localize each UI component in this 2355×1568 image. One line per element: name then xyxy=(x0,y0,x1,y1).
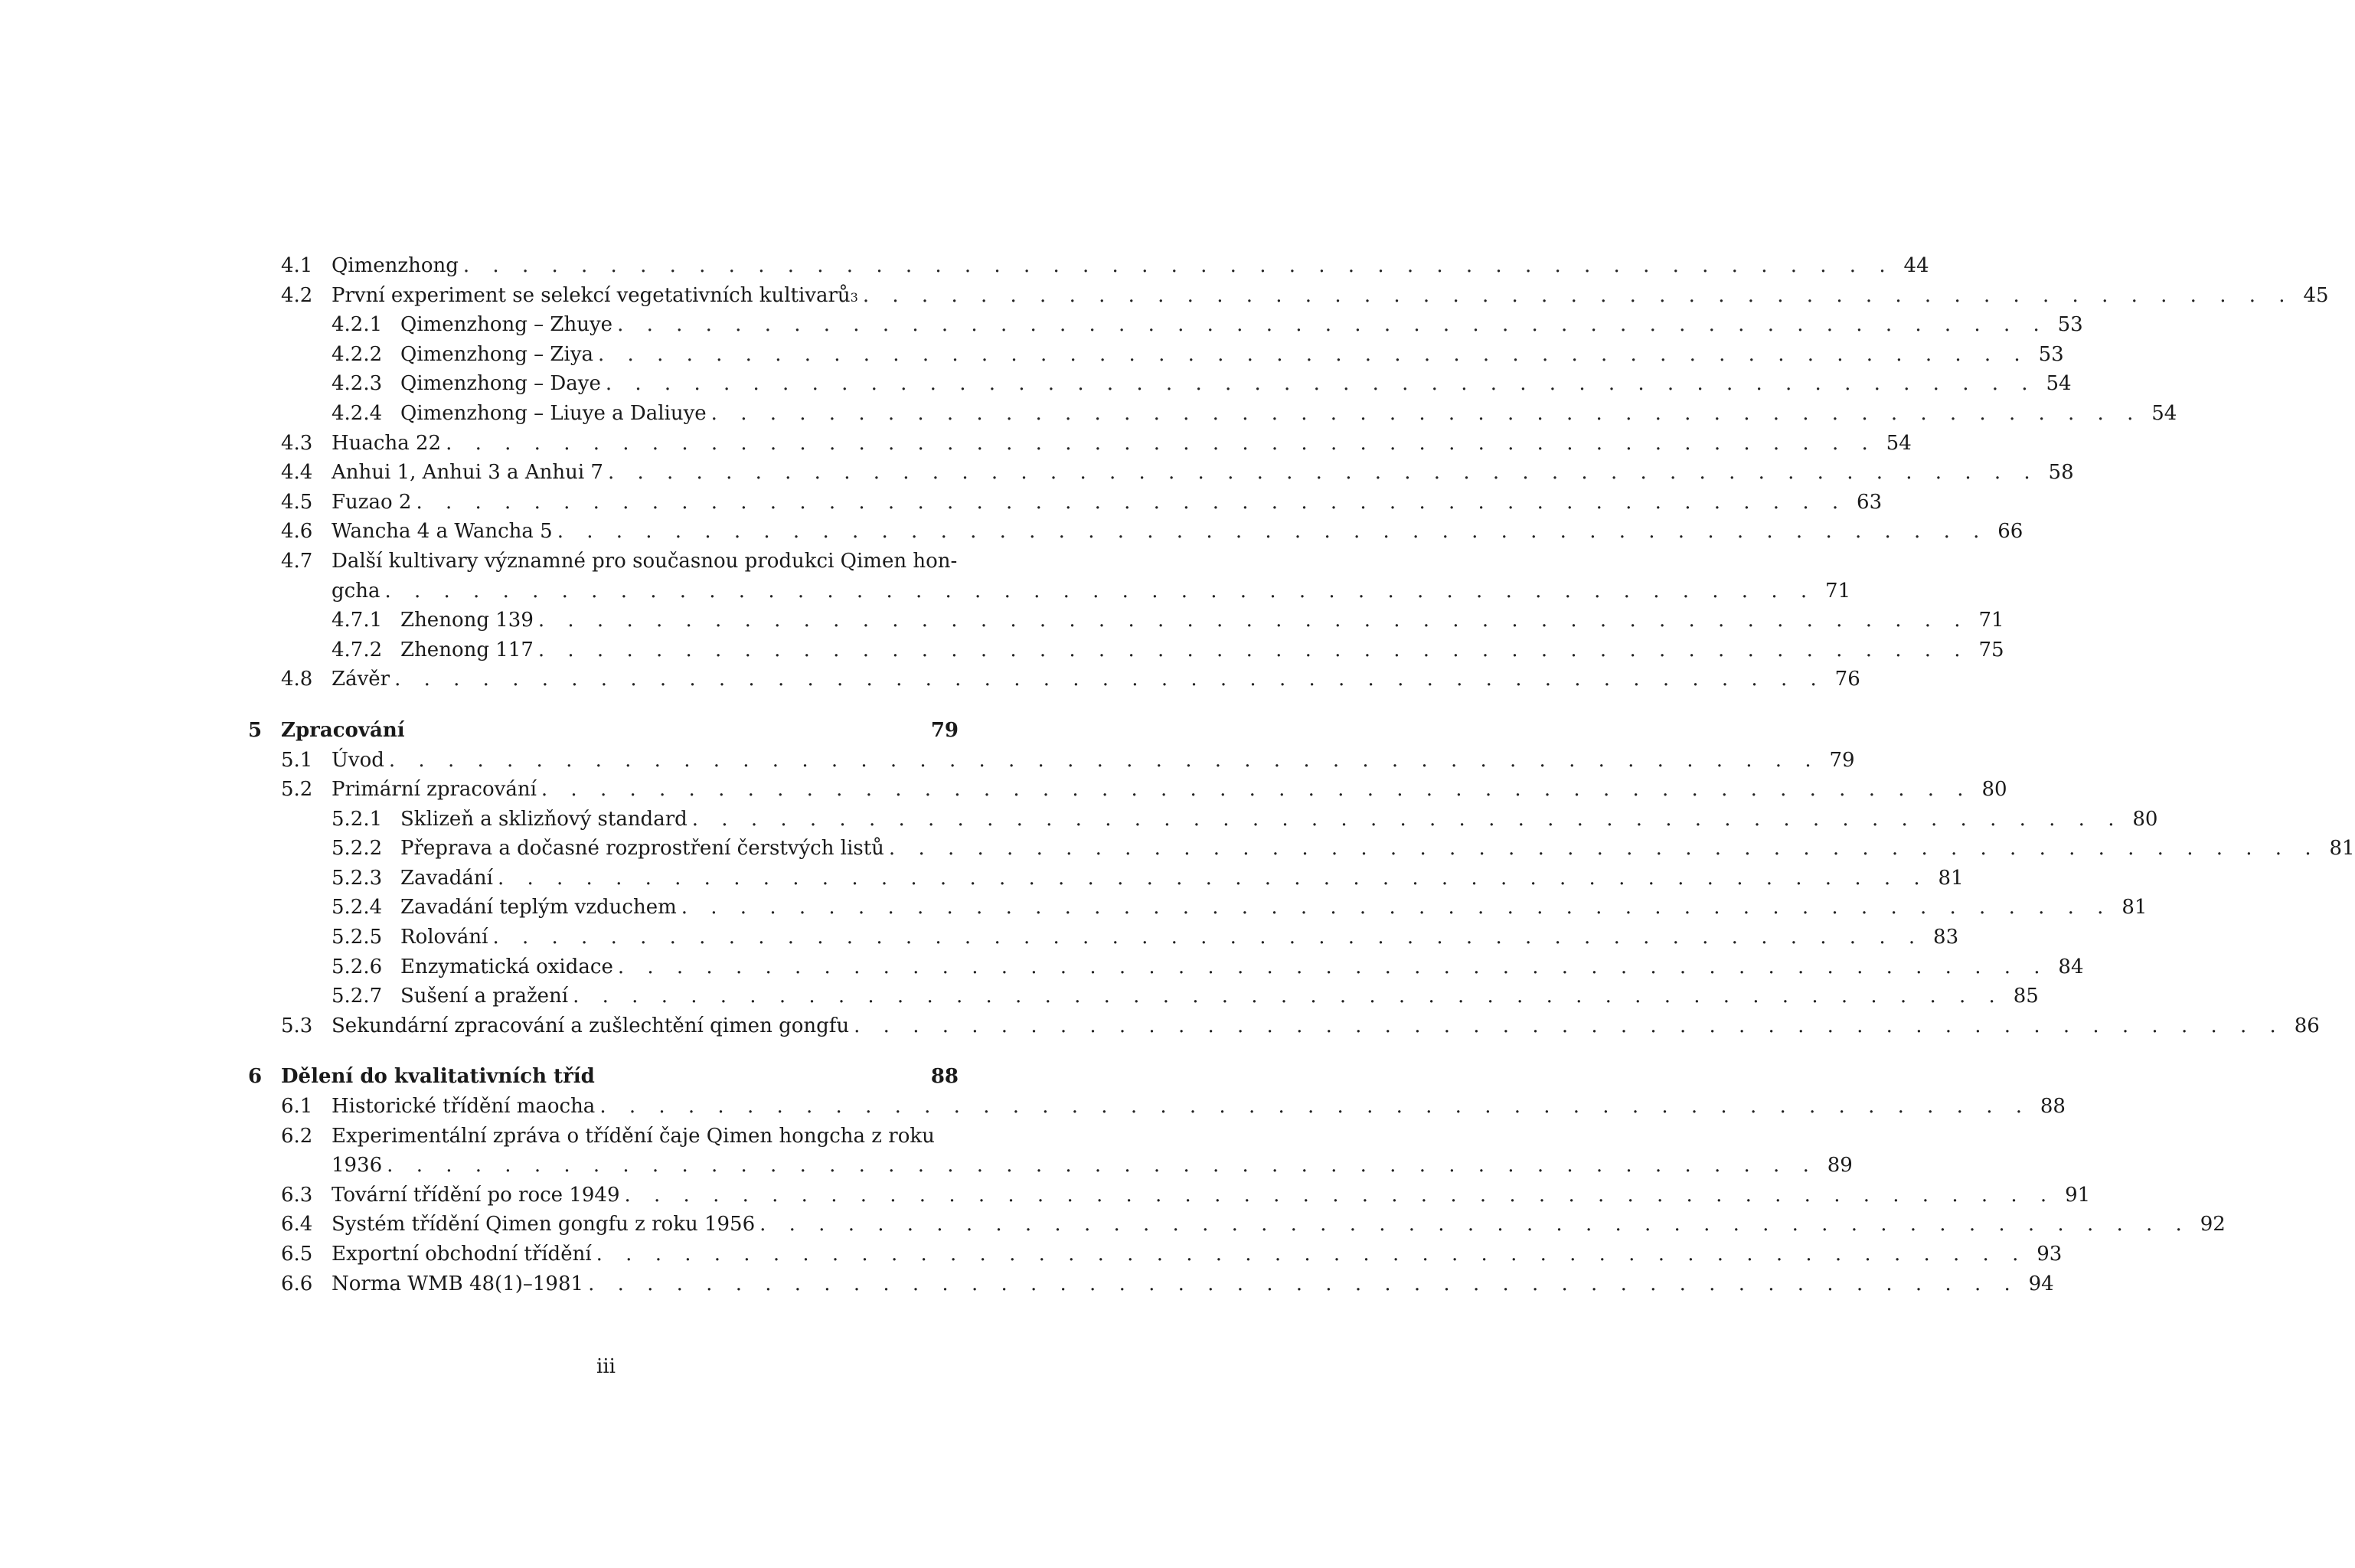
toc-entry-page: 45 xyxy=(2303,283,2329,307)
dot-leader: . . . . . . . . . . . . . . . . . . . . . . . . . . . . . . . . . . . . . . . . . . . . . . . . . xyxy=(598,342,2029,366)
dot-leader: . . . . . . . . . . . . . . . . . . . . . . . . . . . . . . . . . . . . . . . . . . . . . . . . . xyxy=(492,926,1924,949)
dot-leader: . . . . . . . . . . . . . . . . . . . . . . . . . . . . . . . . . . . . . . . . . . . . . . . . . xyxy=(691,807,2123,831)
toc-entry-title: Úvod xyxy=(332,748,384,772)
dot-leader: . . . . . . . . . . . . . . . . . . . . . . . . . . . . . . . . . . . . . . . . . . . . . . . . . xyxy=(388,748,1820,772)
toc-entry-number: 6.3 xyxy=(281,1183,313,1207)
dot-leader: . . . . . . . . . . . . . . . . . . . . . . . . . . . . . . . . . . . . . . . . . . . . . . . . . xyxy=(446,431,1876,455)
toc-entry-number: 4.3 xyxy=(281,431,313,455)
toc-entry[interactable] xyxy=(248,665,1860,694)
toc-entry[interactable] xyxy=(248,635,2004,665)
dot-leader: . . . . . . . . . . . . . . . . . . . . . . . . . . . . . . . . . . . . . . . . . . . . . . . . . xyxy=(573,985,2004,1008)
toc-entry[interactable] xyxy=(248,606,2004,635)
toc-entry[interactable] xyxy=(248,834,2355,864)
toc-entry-number: 4.6 xyxy=(281,520,313,544)
toc-entry-number: 5.2.6 xyxy=(332,955,383,978)
toc-entry-title: Qimenzhong xyxy=(332,254,459,277)
dot-leader: . . . . . . . . . . . . . . . . . . . . . . . . . . . . . . . . . . . . . . . . . . . . . . . . . xyxy=(624,1183,2056,1207)
toc-entry-page: 81 xyxy=(1938,866,1964,890)
toc-entry-number: 6.5 xyxy=(281,1243,313,1266)
toc-entry-page: 81 xyxy=(2121,896,2148,920)
toc-entry[interactable] xyxy=(248,1210,2226,1240)
toc-entry-title: Zhenong 117 xyxy=(400,638,534,662)
toc-entry-number: 5.1 xyxy=(281,748,313,772)
toc-entry[interactable] xyxy=(248,458,2074,488)
toc-entry-number: 4.2.2 xyxy=(332,342,383,366)
chapter-gap xyxy=(248,1040,959,1062)
toc-entry-number: 4.8 xyxy=(281,668,313,691)
table-of-contents xyxy=(248,251,2355,1298)
toc-entry-page: 79 xyxy=(1829,748,1855,772)
toc-entry-number: 4.2.3 xyxy=(332,372,383,396)
page-number: iii xyxy=(596,1355,616,1378)
toc-entry-page: 76 xyxy=(1834,668,1860,691)
toc-entry-page: 81 xyxy=(2329,837,2355,861)
toc-entry-page: 85 xyxy=(2013,985,2039,1008)
toc-entry[interactable] xyxy=(248,952,2084,982)
toc-entry-page: 54 xyxy=(2151,401,2177,425)
toc-entry-page: 88 xyxy=(930,1065,959,1089)
chapter-gap xyxy=(248,694,959,716)
toc-entry-title: Sekundární zpracování a zušlechtění qimen gongfu xyxy=(332,1014,850,1037)
toc-entry-title: Rolování xyxy=(400,926,488,949)
toc-entry-page: 53 xyxy=(2057,313,2083,337)
toc-entry-page: 71 xyxy=(1825,579,1851,603)
dot-leader: . . . . . . . . . . . . . . . . . . . . . . . . . . . . . . . . . . . . . . . . . . . . . . . . . xyxy=(596,1243,2027,1266)
toc-entry-number: 4.7.1 xyxy=(332,609,383,632)
toc-entry[interactable] xyxy=(248,982,2039,1011)
toc-entry[interactable] xyxy=(248,547,1851,606)
toc-entry-title: Qimenzhong – Daye xyxy=(400,372,601,396)
toc-entry[interactable] xyxy=(248,1092,2066,1122)
toc-entry-page: 63 xyxy=(1857,490,1883,514)
toc-entry-number: 5.2.4 xyxy=(332,896,383,920)
toc-entry[interactable] xyxy=(248,1011,2320,1041)
toc-entry-title: Přeprava a dočasné rozprostření čerstvých listů xyxy=(400,837,884,861)
dot-leader: . . . . . . . . . . . . . . . . . . . . . . . . . . . . . . . . . . . . . . . . . . . . . . . . . xyxy=(497,866,1929,890)
toc-entry[interactable] xyxy=(248,399,2177,429)
toc-entry-title: Zpracování xyxy=(281,718,405,742)
toc-entry-title: Wancha 4 a Wancha 5 xyxy=(332,520,553,544)
toc-entry[interactable]: 4.2 První experiment se selekcí vegetativních kultivarů 3 . . . . . . . . . . . . . . . . . . . . . . . . . . . . . . . . . . . . . . . . . . . . . . . . . 45 xyxy=(248,281,959,311)
toc-entry[interactable] xyxy=(248,429,1912,459)
toc-entry-page: 71 xyxy=(1978,609,2004,632)
toc-entry-number: 5.2.1 xyxy=(332,807,383,831)
toc-entry-page: 93 xyxy=(2037,1243,2063,1266)
dot-leader: . . . . . . . . . . . . . . . . . . . . . . . . . . . . . . . . . . . . . . . . . . . . . . . . . xyxy=(854,1014,2285,1037)
toc-entry[interactable] xyxy=(248,251,1929,281)
toc-entry[interactable] xyxy=(248,488,1883,518)
toc-entry-page: 94 xyxy=(2028,1272,2054,1295)
toc-entry-title: Zavadání teplým vzduchem xyxy=(400,896,677,920)
toc-entry-number: 5.2 xyxy=(281,778,313,802)
toc-entry-title: Dělení do kvalitativních tříd xyxy=(281,1065,595,1089)
toc-entry-title: Norma WMB 48(1)–1981 xyxy=(332,1272,584,1295)
toc-entry-title: Anhui 1, Anhui 3 a Anhui 7 xyxy=(332,461,603,485)
toc-entry-page: 92 xyxy=(2200,1213,2226,1236)
toc-entry[interactable] xyxy=(248,369,2072,399)
toc-entry[interactable] xyxy=(248,1240,2063,1269)
toc-entry-title: Systém třídění Qimen gongfu z roku 1956 xyxy=(332,1213,756,1236)
toc-entry[interactable] xyxy=(248,1181,2091,1210)
toc-entry-title: Huacha 22 xyxy=(332,431,442,455)
dot-leader: . . . . . . . . . . . . . . . . . . . . . . . . . . . . . . . . . . . . . . . . . . . . . . . . . xyxy=(599,1095,2030,1119)
toc-entry-number: 4.2.1 xyxy=(332,313,383,337)
toc-entry-number: 4.1 xyxy=(281,254,313,277)
toc-entry-page: 53 xyxy=(2038,342,2064,366)
dot-leader: . . . . . . . . . . . . . . . . . . . . . . . . . . . . . . . . . . . . . . . . . . . . . . . . . xyxy=(710,401,2142,425)
dot-leader: . . . . . . . . . . . . . . . . . . . . . . . . . . . . . . . . . . . . . . . . . . . . . . . . . xyxy=(537,609,1969,632)
toc-entry[interactable] xyxy=(248,864,1964,893)
toc-entry-number: 5.2.7 xyxy=(332,985,383,1008)
toc-entry-title: Qimenzhong – Ziya xyxy=(400,342,594,366)
toc-entry[interactable] xyxy=(248,746,1855,776)
toc-entry-page: 84 xyxy=(2058,955,2084,978)
toc-entry-title: Další kultivary významné pro současnou produkci Qimen hon- xyxy=(332,549,958,573)
toc-entry-number: 4.5 xyxy=(281,490,313,514)
toc-entry-page: 58 xyxy=(2048,461,2074,485)
toc-entry-page: 83 xyxy=(1933,926,1959,949)
dot-leader: . . . . . . . . . . . . . . . . . . . . . . . . . . . . . . . . . . . . . . . . . . . . . . . . . xyxy=(888,837,2320,861)
toc-entry[interactable] xyxy=(248,805,2158,835)
toc-entry-number: 6.4 xyxy=(281,1213,313,1236)
toc-entry-number: 6.6 xyxy=(281,1272,313,1295)
toc-entry-title: Zavadání xyxy=(400,866,493,890)
toc-entry[interactable] xyxy=(248,1122,1853,1181)
dot-leader: . . . . . . . . . . . . . . . . . . . . . . . . . . . . . . . . . . . . . . . . . . . . . . . . . xyxy=(605,372,2037,396)
toc-entry-number: 5.2.5 xyxy=(332,926,383,949)
toc-entry-number: 6 xyxy=(248,1065,263,1089)
toc-entry-page: 89 xyxy=(1827,1154,1853,1178)
toc-entry-title: Sušení a pražení xyxy=(400,985,569,1008)
dot-leader: . . . . . . . . . . . . . . . . . . . . . . . . . . . . . . . . . . . . . . . . . . . . . . . . . xyxy=(862,283,2294,307)
toc-entry-title-continuation: gcha xyxy=(332,579,381,603)
toc-entry[interactable] xyxy=(248,1269,2054,1299)
toc-entry-title: Enzymatická oxidace xyxy=(400,955,613,978)
dot-leader: . . . . . . . . . . . . . . . . . . . . . . . . . . . . . . . . . . . . . . . . . . . . . . . . . xyxy=(416,490,1847,514)
toc-entry-number: 6.2 xyxy=(281,1124,313,1148)
toc-entry-page: 80 xyxy=(2132,807,2158,831)
dot-leader: . . . . . . . . . . . . . . . . . . . . . . . . . . . . . . . . . . . . . . . . . . . . . . . . . xyxy=(681,896,2112,920)
toc-entry-number: 4.7 xyxy=(281,549,313,573)
toc-entry-number: 4.7.2 xyxy=(332,638,383,662)
toc-entry-page: 88 xyxy=(2040,1095,2066,1119)
toc-entry-title: Fuzao 2 xyxy=(332,490,412,514)
dot-leader: . . . . . . . . . . . . . . . . . . . . . . . . . . . . . . . . . . . . . . . . . . . . . . . . . xyxy=(759,1213,2190,1236)
toc-entry-title: Experimentální zpráva o třídění čaje Qimen hongcha z roku xyxy=(332,1124,935,1148)
toc-entry-number: 5 xyxy=(248,718,263,742)
toc-entry-page: 91 xyxy=(2065,1183,2091,1207)
toc-entry-page: 75 xyxy=(1978,638,2004,662)
dot-leader: . . . . . . . . . . . . . . . . . . . . . . . . . . . . . . . . . . . . . . . . . . . . . . . . . xyxy=(607,461,2039,485)
toc-entry[interactable] xyxy=(248,340,2064,370)
toc-entry-page: 66 xyxy=(1997,520,2023,544)
toc-entry-title: Zhenong 139 xyxy=(400,609,534,632)
toc-entry-number: 5.3 xyxy=(281,1014,313,1037)
dot-leader: . . . . . . . . . . . . . . . . . . . . . . . . . . . . . . . . . . . . . . . . . . . . . . . . . xyxy=(617,955,2049,978)
toc-entry-page: 80 xyxy=(1981,778,2007,802)
toc-entry-title: Historické třídění maocha xyxy=(332,1095,596,1119)
toc-entry[interactable] xyxy=(248,517,2023,547)
dot-leader: . . . . . . . . . . . . . . . . . . . . . . . . . . . . . . . . . . . . . . . . . . . . . . . . . xyxy=(537,638,1969,662)
toc-entry-title: První experiment se selekcí vegetativních kultivarů xyxy=(332,283,851,307)
toc-entry-title-continuation: 1936 xyxy=(332,1154,383,1178)
toc-entry-title: Sklizeň a sklizňový standard xyxy=(400,807,688,831)
toc-entry-page: 86 xyxy=(2294,1014,2320,1037)
toc-entry-number: 5.2.3 xyxy=(332,866,383,890)
toc-entry-page: 54 xyxy=(2046,372,2072,396)
toc-chapter[interactable] xyxy=(248,1062,959,1092)
toc-entry-title: Závěr xyxy=(332,668,390,691)
toc-entry-number: 4.2.4 xyxy=(332,401,383,425)
toc-entry[interactable] xyxy=(248,923,1959,952)
toc-entry-page: 54 xyxy=(1886,431,1912,455)
toc-entry-title: Qimenzhong – Zhuye xyxy=(400,313,613,337)
toc-chapter[interactable] xyxy=(248,716,959,746)
toc-entry-number: 4.4 xyxy=(281,461,313,485)
toc-entry-number: 6.1 xyxy=(281,1095,313,1119)
toc-entry-page: 44 xyxy=(1903,254,1929,277)
toc-entry-title: Primární zpracování xyxy=(332,778,537,802)
toc-entry-number: 5.2.2 xyxy=(332,837,383,861)
dot-leader: . . . . . . . . . . . . . . . . . . . . . . . . . . . . . . . . . . . . . . . . . . . . . . . . . xyxy=(557,520,1988,544)
dot-leader: . . . . . . . . . . . . . . . . . . . . . . . . . . . . . . . . . . . . . . . . . . . . . . . . . xyxy=(394,668,1825,691)
toc-entry[interactable] xyxy=(248,775,2007,805)
toc-entry-page: 79 xyxy=(930,718,959,742)
dot-leader: . . . . . . . . . . . . . . . . . . . . . . . . . . . . . . . . . . . . . . . . . . . . . . . . . xyxy=(387,1154,1818,1178)
dot-leader: . . . . . . . . . . . . . . . . . . . . . . . . . . . . . . . . . . . . . . . . . . . . . . . . . xyxy=(588,1272,2019,1295)
dot-leader: . . . . . . . . . . . . . . . . . . . . . . . . . . . . . . . . . . . . . . . . . . . . . . . . . xyxy=(462,254,1894,277)
toc-entry[interactable] xyxy=(248,310,2083,340)
toc-entry[interactable] xyxy=(248,893,2148,923)
dot-leader: . . . . . . . . . . . . . . . . . . . . . . . . . . . . . . . . . . . . . . . . . . . . . . . . . xyxy=(541,778,1972,802)
toc-entry-title: Exportní obchodní třídění xyxy=(332,1243,592,1266)
toc-entry-title: Qimenzhong – Liuye a Daliuye xyxy=(400,401,707,425)
toc-entry-title: Tovární třídění po roce 1949 xyxy=(332,1183,620,1207)
dot-leader: . . . . . . . . . . . . . . . . . . . . . . . . . . . . . . . . . . . . . . . . . . . . . . . . . xyxy=(617,313,2048,337)
toc-entry-number: 4.2 xyxy=(281,283,313,307)
dot-leader: . . . . . . . . . . . . . . . . . . . . . . . . . . . . . . . . . . . . . . . . . . . . . . . . . xyxy=(384,579,1816,603)
